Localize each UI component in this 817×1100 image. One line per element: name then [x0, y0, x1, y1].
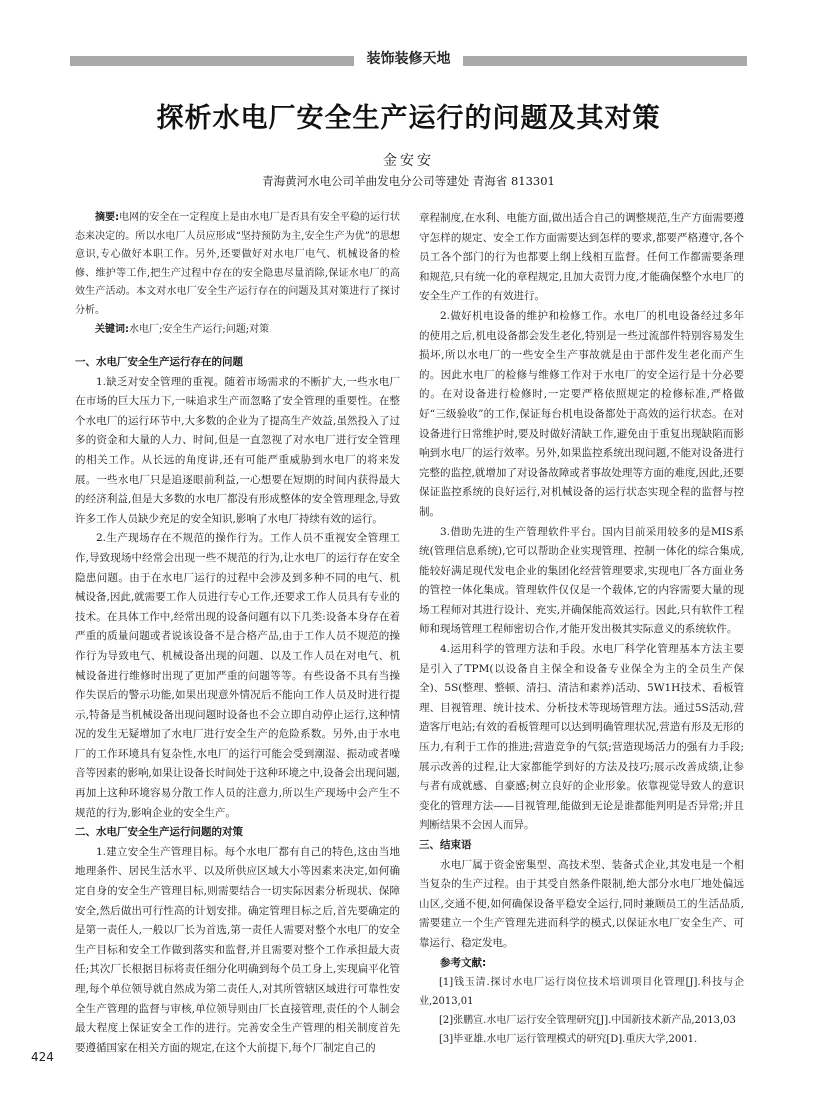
keywords	[75, 320, 400, 339]
section-heading: 三、结束语	[419, 839, 472, 851]
reference-item: [1]钱玉清.探讨水电厂运行岗位技术培训项目化管理[J].科技与企业,2013,01	[419, 977, 744, 1008]
paragraph: 3.借助先进的生产管理软件平台。国内目前采用较多的是MIS系统(管理信息系统),它可以帮助企业实现管理、控制一体化的综合集成,能较好满足现代发电企业的集团化经营管理要求,实现电厂各方面业务的管控一体化集成。管理软件仅仅是一个载体,它的内容需要大量的现场工程师对其进行设计、充实,并确保能高效运行。因此,只有软件工程师和现场管理工程师密切合作,才能开发出极其实际意义的系统软件。	[419, 525, 744, 636]
header-bar-left	[70, 56, 354, 66]
abstract	[75, 209, 400, 320]
reference-item: [3]毕亚雄.水电厂运行管理模式的研究[D].重庆大学,2001.	[439, 1034, 698, 1046]
paragraph: 章程制度,在水利、电能方面,做出适合自己的调整规范,生产方面需要遵守怎样的规定、安全工作方面需要达到怎样的要求,都要严格遵守,各个员工各个部门的行为也都要上纲上线相互监督。任何工作都需要条理和规范,只有统一化的章程规定,且加大责罚力度,才能确保整个水电厂的安全生产工作的有效进行。	[419, 212, 745, 303]
header-bar-right	[463, 56, 747, 66]
keywords-label: 关键词:	[95, 324, 129, 335]
paragraph: 水电厂属于资金密集型、高技术型、装备式企业,其发电是一个相当复杂的生产过程。由于其受自然条件限制,绝大部分水电厂地处偏远山区,交通不便,如何确保设备平稳安全运行,同时兼顾员工的生活品质,需要建立一个生产管理先进而科学的模式,以保证水电厂安全生产、可靠运行、稳定发电。	[419, 858, 744, 949]
paragraph: 1.建立安全生产管理目标。每个水电厂都有自己的特色,这由当地地理条件、居民生活水平、以及所供应区域大小等因素来决定,如何确定自身的安全生产管理目标,则需要结合一切实际因素分析现状、保障安全,然后做出可行性高的计划安排。确定管理目标之后,首先要确定的是第一责任人,一般以厂长为首选,第一责任人需要对整个水电厂的安全生产目标和安全工作做到落实和监督,并且需要对整个工作承担最大责任;其次厂长根据目标将责任细分化明确到每个员工身上,实现扁平化管理,每个单位领导就自然成为第二责任人,对其所管辖区域进行可靠性安全生产管理的监督与审核,单位领导则由厂长直接管理,责任的个人制会最大程度上保证安全工作的进行。完善安全生产管理的相关制度首先要遵循国家在相关方面的规定,在这个大前提下,每个厂制定自己的	[75, 845, 400, 1054]
right-column	[419, 209, 744, 1049]
page-number: 424	[31, 1050, 54, 1064]
keywords-text: 水电厂;安全生产运行;问题;对策	[129, 324, 270, 335]
author: 金安安	[383, 153, 434, 169]
paragraph: 4.运用科学的管理方法和手段。水电厂科学化管理基本方法主要是引入了TPM(以设备自主保全和设备专业保全为主的全员生产保全)、5S(整理、整顿、清扫、清洁和素养)活动、5W1H技术、看板管理、目视管理、统计技术、分析技术等现场管理方法。通过5S活动,营造客厅电站;有效的看板管理可以达到明确管理状况,营造有形及无形的压力,有利于工作的推进;营造竞争的气氛;营造现场活力的强有力手段;展示改善的过程,让大家都能学到好的方法及技巧;展示改善成绩,让参与者有成就感、自豪感;树立良好的企业形象。依靠视觉导致人的意识变化的管理方法——目视管理,能做到无论是谁都能判明是否异常;并且判断结果不会因人而异。	[419, 643, 744, 832]
running-header	[70, 46, 747, 74]
left-column	[75, 209, 400, 1058]
paragraph: 2.做好机电设备的维护和检修工作。水电厂的机电设备经过多年的使用之后,机电设备都会发生老化,特别是一些过流部件特别容易发生损坏,所以水电厂的一些安全生产事故就是由于部件发生老化而产生的。因此水电厂的检修与维修工作对于水电厂的安全运行是十分必要的。在对设备进行检修时,一定要严格依照规定的检修标准,严格做好“三级验收”的工作,保证每台机电设备都处于高效的运行状态。在对设备进行日常维护时,要及时做好清缺工作,避免由于重复出现缺陷而影响到水电厂的运行效率。另外,如果监控系统出现问题,不能对设备进行完整的监控,就增加了对设备故障或者事故处理等方面的难度,因此,还要保证监控系统的良好运行,对机械设备的运行状态实现全程的监督与控制。	[419, 309, 745, 518]
abstract-label: 摘要:	[95, 212, 120, 223]
article-title: 探析水电厂安全生产运行的问题及其对策	[156, 103, 661, 134]
paragraph: 1.缺乏对安全管理的重视。随着市场需求的不断扩大,一些水电厂在市场的巨大压力下,一味追求生产而忽略了安全管理的重要性。在整个水电厂的运行环节中,大多数的企业为了提高生产效益,虽然投入了过多的资金和大量的人力、时间,但是一直忽视了对水电厂进行安全管理的相关工作。从长远的角度讲,还有可能严重威胁到水电厂的将来发展。一些水电厂只是追逐眼前利益,一心想要在短期的时间内获得最大的经济利益,但是大多数的水电厂都没有形成整体的安全管理理念,导致许多工作人员缺少充足的安全知识,影响了水电厂持续有效的运行。	[75, 375, 400, 525]
references-heading: 参考文献:	[440, 956, 487, 969]
section-heading: 一、水电厂安全生产运行存在的问题	[75, 356, 243, 368]
affiliation: 青海黄河水电公司羊曲发电分公司等建处 青海省 813301	[262, 174, 555, 188]
paragraph: 2.生产现场存在不规范的操作行为。工作人员不重视安全管理工作,导致现场中经常会出现一些不规范的行为,让水电厂的运行存在安全隐患问题。由于在水电厂运行的过程中会涉及到多种不同的电气、机械设备,因此,就需要工作人员进行专心工作,还要求工作人员具有专业的技术。在具体工作中,经常出现的设备问题有以下几类:设备本身存在着严重的质量问题或者说该设备不是合格产品,由于工作人员不规范的操作行为导致电气、机械设备出现的问题、以及工作人员在对电气、机械设备进行维修时出现了更加严重的问题等等。有些设备不具有当操作失误后的警示功能,如果出现意外情况后不能向工作人员及时进行提示,特备是当机械设备出现问题时设备也不会立即自动停止运行,这种情况的发生无疑增加了水电厂进行安全生产的危险系数。另外,由于水电厂的工作环境具有复杂性,水电厂的运行可能会受到潮湿、振动或者噪音等因素的影响,如果让设备长时间处于这种环境之中,设备会出现问题,再加上这种环境容易分散工作人员的注意力,所以生产现场中会产生不规范的行为,影响企业的安全生产。	[75, 532, 401, 819]
reference-item: [2]张鹏宣.水电厂运行安全管理研究[J].中国新技术新产品,2013,03	[439, 1015, 736, 1027]
section-heading: 二、水电厂安全生产运行问题的对策	[75, 826, 243, 839]
header-label: 装饰装修天地	[366, 51, 451, 67]
abstract-text: 电网的安全在一定程度上是由水电厂是否具有安全平稳的运行状态来决定的。所以水电厂人员应形成“坚持预防为主,安全生产为优”的思想意识,专心做好本职工作。另外,还要做好对水电厂电气、机械设备的检修、维护等工作,把生产过程中存在的安全隐患尽量消除,保证水电厂的高效生产活动。本文对水电厂安全生产运行存在的问题及其对策进行了探讨分析。	[75, 212, 401, 316]
